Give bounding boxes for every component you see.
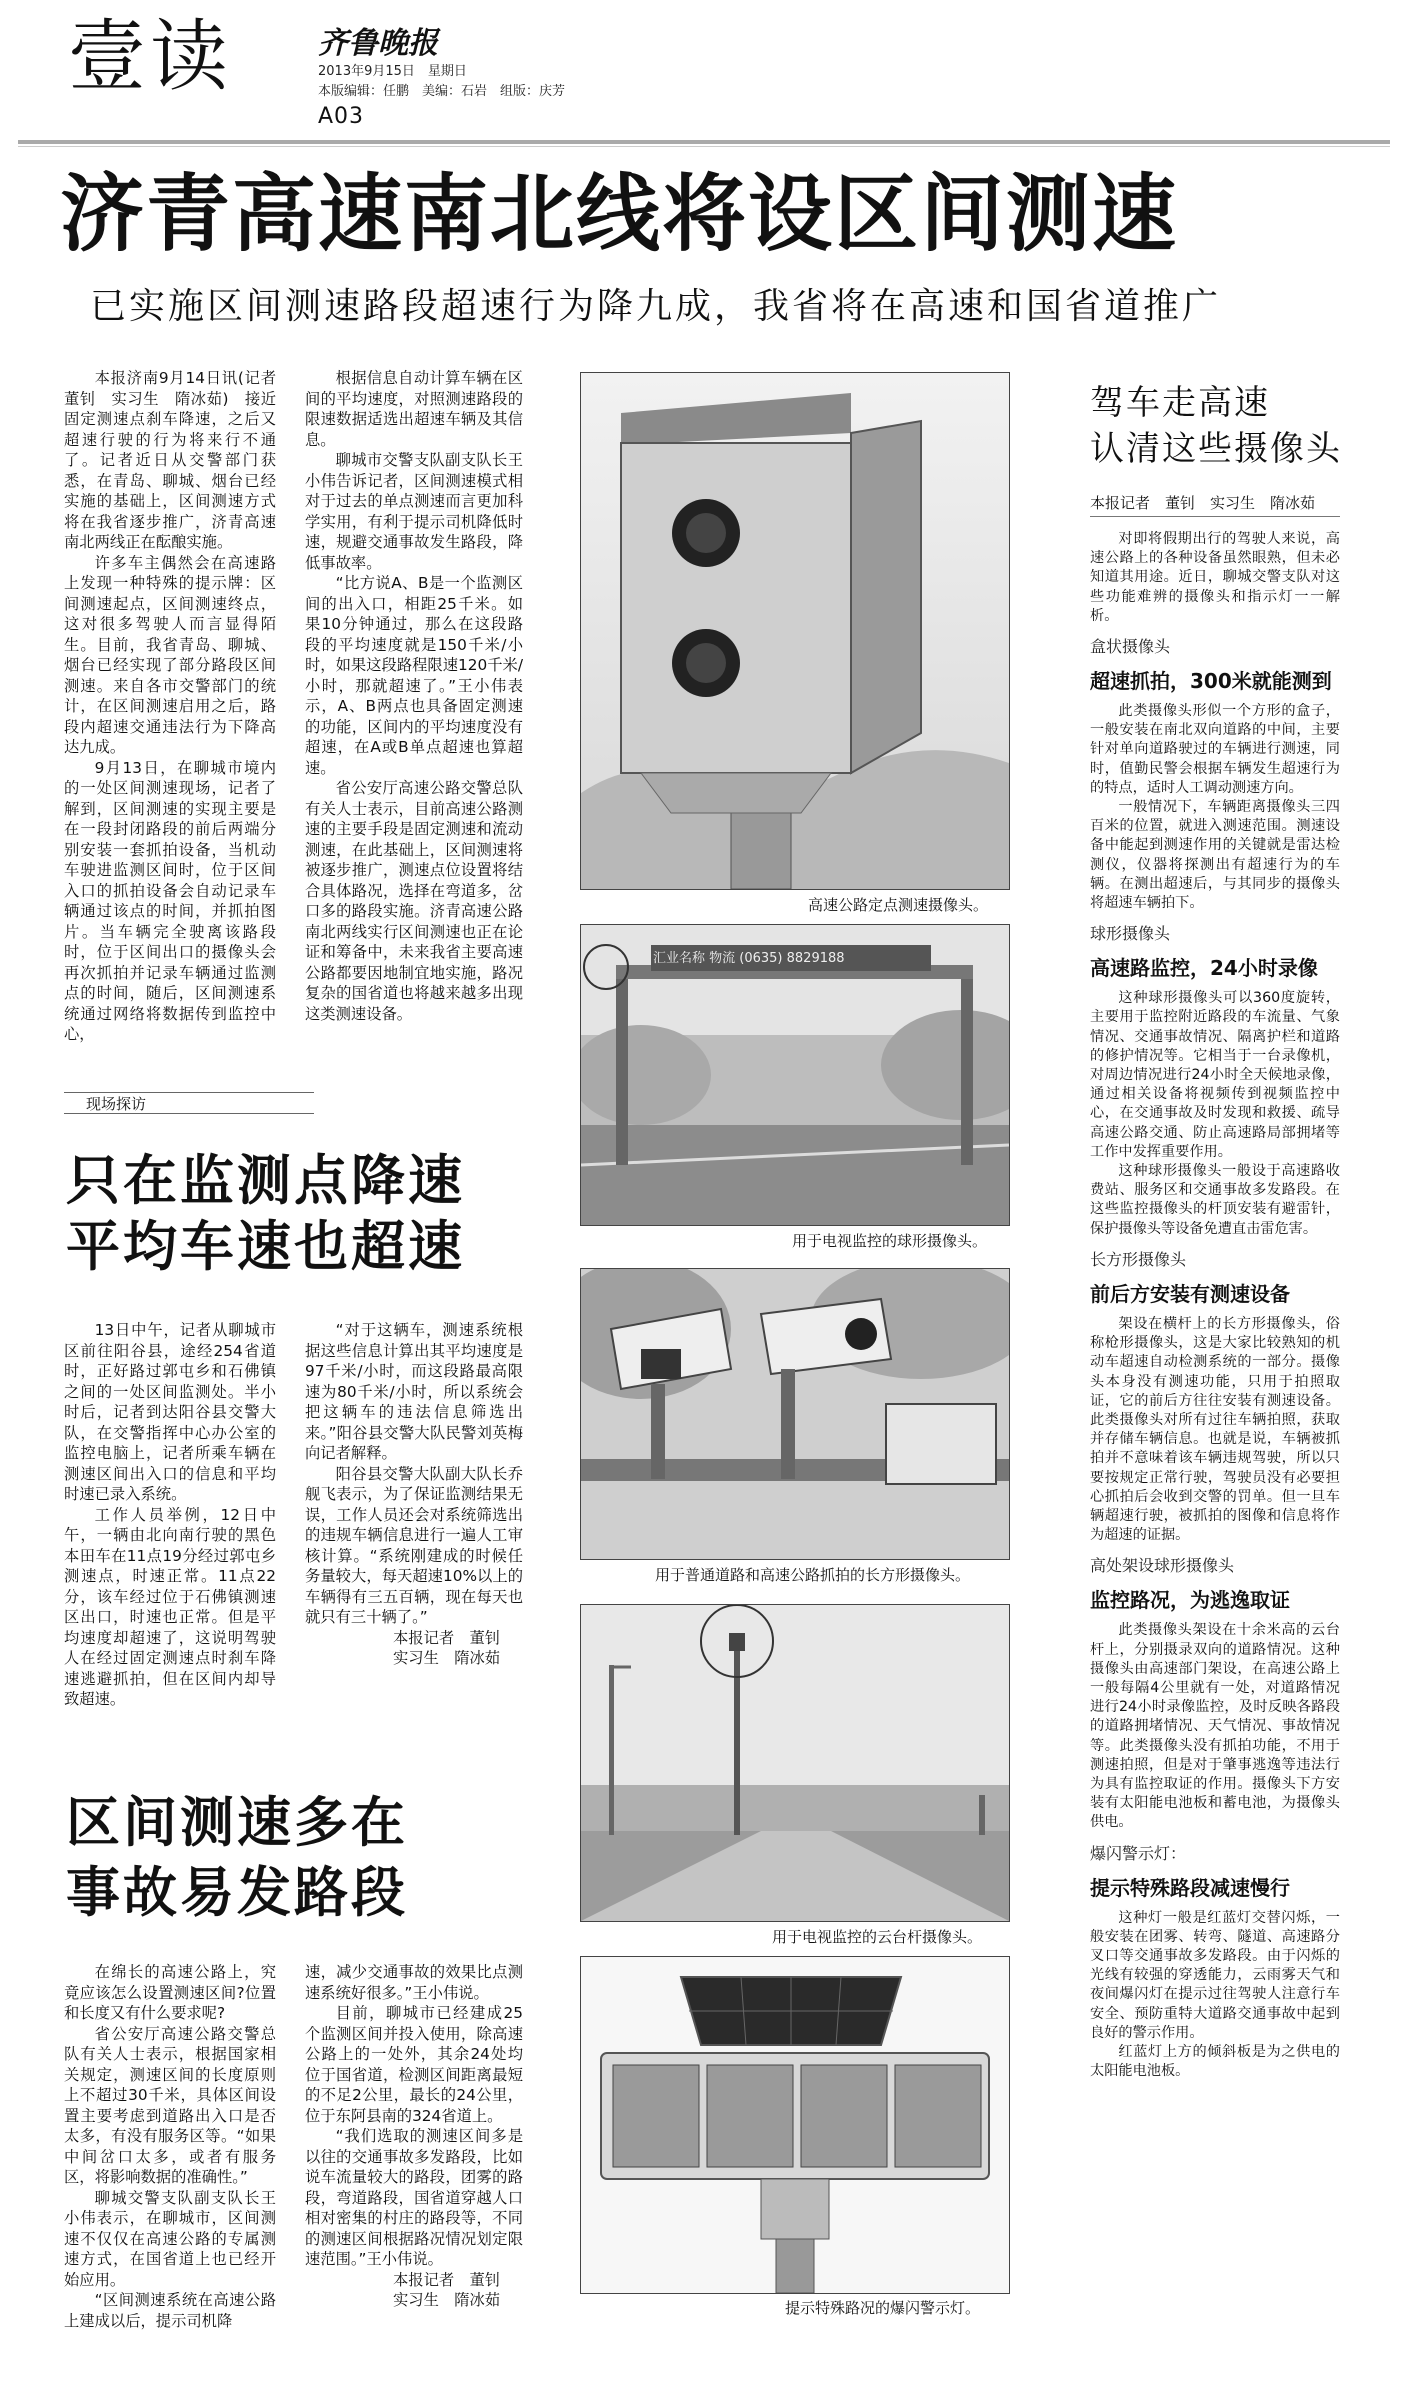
section2-title-line1: 只在监测点降速 <box>66 1149 465 1212</box>
sidebar-item-text <box>1090 989 1340 1239</box>
section-label: 现场探访 <box>64 1092 314 1114</box>
byline-intern: 实习生 隋冰茹 <box>393 1649 501 1667</box>
section3-title-line1: 区间测速多在 <box>66 1791 408 1854</box>
sidebar-item-type: 长方形摄像头 <box>1090 1249 1187 1269</box>
section2-column-1 <box>64 1320 276 1710</box>
caption-rectangular-camera: 用于普通道路和高速公路抓拍的长方形摄像头。 <box>655 1566 971 1584</box>
paragraph: 在绵长的高速公路上，究竟应该怎么设置测速区间?位置和长度又有什么要求呢? <box>64 1963 276 2022</box>
page-number: A03 <box>318 104 365 129</box>
paragraph: 工作人员举例，12日中午，一辆由北向南行驶的黑色本田车在11点19分经过郭屯乡测速点，时速正常。11点22分，该车经过位于石佛镇测速区出口，时速也正常。但是平均速度却超速了，这说明驾驶人在经过固定测速点时刹车降速逃避抓拍，但在区间内却导致超速。 <box>64 1505 276 1708</box>
sidebar-title <box>1090 380 1342 472</box>
editors-line: 本版编辑：任鹏 美编：石岩 组版：庆芳 <box>318 84 566 99</box>
paragraph: 这种球形摄像头可以360度旋转，主要用于监控附近路段的车流量、气象情况、交通事故情况、隔离护栏和道路的修护情况等。它相当于一台录像机，对周边情况进行24小时全天候地录像，通过相关设备将视频传到视频监控中心，在交通事故及时发现和救援、疏导高速公路交通、防止高速路局部拥堵等工作中发挥重要作用。 <box>1090 990 1340 1160</box>
paragraph: 本报济南9月14日讯(记者 董钊 实习生 隋冰茹) 接近固定测速点刹车降速，之后又超速行驶的行为将来行不通了。记者近日从交警部门获悉，在青岛、聊城、烟台已经实施的基础上，区间测速方式将在我省逐步推广，济青高速南北两线正在酝酿实施。 <box>64 369 292 551</box>
photo-box-camera <box>580 372 1010 890</box>
photo-pole-camera <box>580 1604 1010 1922</box>
paragraph: 这种球形摄像头一般设于高速路收费站、服务区和交通事故多发路段。在这些监控摄像头的杆顶安装有避雷针，保护摄像头等设备免遭直击雷危害。 <box>1090 1163 1340 1237</box>
paragraph: 这种灯一般是红蓝灯交替闪烁，一般安装在团雾、转弯、隧道、高速路分叉口等交通事故多发路段。由于闪烁的光线有较强的穿透能力，云雨雾天气和夜间爆闪灯在提示过往驾驶人注意行车安全、预防重特大道路交通事故中起到良好的警示作用。 <box>1090 1909 1340 2041</box>
paragraph: 9月13日，在聊城市境内的一处区间测速现场，记者了解到，区间测速的实现主要是在一段封闭路段的前后两端分别安装一套抓拍设备，当机动车驶进监测区间时，位于区间入口的抓拍设备会自动记录车辆通过该点的时间，并抓拍图片。当车辆完全驶离该路段时，位于区间出口的摄像头会再次抓拍并记录车辆通过监测点的时间，随后，区间测速系统通过网络将数据传到监控中心， <box>64 758 276 1043</box>
paragraph: 速，减少交通事故的效果比点测速系统好很多。”王小伟说。 <box>305 1963 523 2002</box>
caption-pole-camera: 用于电视监控的云台杆摄像头。 <box>772 1928 983 1946</box>
paragraph: 此类摄像头形似一个方形的盒子，一般安装在南北双向道路的中间，主要针对单向道路驶过的车辆进行测速，同时，值勤民警会根据车辆发生超速行为的特点，适时人工调动测速方向。 <box>1090 703 1340 796</box>
byline <box>305 1628 523 1669</box>
sub-headline: 已实施区间测速路段超速行为降九成，我省将在高速和国省道推广 <box>90 286 1222 327</box>
lead-column-1 <box>64 368 292 1045</box>
sidebar-divider <box>1090 516 1340 517</box>
photo-rectangular-camera <box>580 1268 1010 1560</box>
section2-title-line2: 平均车速也超速 <box>66 1215 465 1278</box>
paragraph: 对即将假期出行的驾驶人来说，高速公路上的各种设备虽然眼熟，但未必知道其用途。近日，聊城交警支队对这些功能难辨的摄像头和指示灯一一解析。 <box>1090 531 1340 624</box>
paragraph: 红蓝灯上方的倾斜板是为之供电的太阳能电池板。 <box>1090 2043 1340 2080</box>
photo-dome-camera <box>580 924 1010 1226</box>
sidebar-item-text <box>1090 1621 1340 1832</box>
paragraph: 一般情况下，车辆距离摄像头三四百米的位置，就进入测速范围。测速设备中能起到测速作用的关键就是雷达检测仪，仪器将探测出有超速行为的车辆。在测出超速后，与其同步的摄像头将超速车辆拍下。 <box>1090 799 1340 912</box>
paragraph: 此类摄像头架设在十余米高的云台杆上，分别摄录双向的道路情况。这种摄像头由高速部门架设，在高速公路上一般每隔4公里就有一处，对道路情况进行24小时录像监控，及时反映各路段的道路拥堵情况、天气情况、事故情况等。此类摄像头没有抓拍功能，不用于测速拍照，但是对于肇事逃逸等违法行为具有监控取证的作用。摄像头下方安装有太阳能电池板和蓄电池，为摄像头供电。 <box>1090 1622 1340 1831</box>
sidebar-item-headline: 前后方安装有测速设备 <box>1090 1281 1290 1306</box>
byline-intern: 实习生 隋冰茹 <box>393 2291 501 2309</box>
sidebar-item-type: 球形摄像头 <box>1090 924 1171 944</box>
sidebar-item-type: 高处架设球形摄像头 <box>1090 1556 1235 1576</box>
dome-camera-illustration <box>581 925 1009 1225</box>
sidebar-intro <box>1090 530 1340 626</box>
rectangular-camera-illustration <box>581 1269 1009 1559</box>
section2-column-2 <box>305 1320 523 1669</box>
paragraph: “对于这辆车，测速系统根据这些信息计算出其平均速度是97千米/小时，而这段路最高限速为80千米/小时，所以系统会把这辆车的违法信息筛选出来。”阳谷县交警大队民警刘英梅向记者解释。 <box>305 1321 523 1462</box>
sidebar-item-headline: 监控路况，为逃逸取证 <box>1090 1588 1290 1613</box>
sidebar-item-headline: 超速抓拍，300米就能测到 <box>1090 669 1332 694</box>
date-line: 2013年9月15日 星期日 <box>318 64 467 79</box>
sidebar-title-line1: 驾车走高速 <box>1090 383 1270 423</box>
paragraph: 13日中午，记者从聊城市区前往阳谷县，途经254省道时，正好路过郭屯乡和石佛镇之间的一处区间监测处。半小时后，记者到达阳谷县交警大队，在交警指挥中心办公室的监控电脑上，记者所乘车辆在测速区间出入口的信息和平均时速已录入系统。 <box>64 1321 276 1503</box>
paragraph: 目前，聊城市已经建成25个监测区间并投入使用，除高速公路上的一处外，其余24处均位于国省道，检测区间距离最短的不足2公里，最长的24公里，位于东阿县南的324省道上。 <box>305 2004 523 2125</box>
pole-camera-illustration <box>581 1605 1009 1921</box>
byline <box>305 2270 523 2311</box>
section3-column-1 <box>64 1962 276 2331</box>
caption-flash-light: 提示特殊路况的爆闪警示灯。 <box>785 2299 981 2317</box>
lead-column-2 <box>305 368 523 1024</box>
sidebar-title-line2: 认清这些摄像头 <box>1090 429 1342 469</box>
byline-reporter: 本报记者 董钊 <box>393 2270 501 2289</box>
sidebar-item-headline: 高速路监控，24小时录像 <box>1090 956 1318 981</box>
masthead-rule <box>18 140 1390 144</box>
caption-dome-camera: 用于电视监控的球形摄像头。 <box>792 1232 988 1250</box>
paragraph: “我们选取的测速区间多是以往的交通事故多发路段，比如说车流量较大的路段，团雾的路段，弯道路段，国省道穿越人口相对密集的村庄的路段等，不同的测速区间根据路况情况划定限速范围。”王小伟说。 <box>305 2127 523 2268</box>
section3-title-line2: 事故易发路段 <box>66 1861 408 1924</box>
paragraph: 聊城市交警支队副支队长王小伟告诉记者，区间测速模式相对于过去的单点测速而言更加科学实用，有利于提示司机降低时速，规避交通事故发生路段，降低事故率。 <box>305 451 523 572</box>
sidebar-item-text <box>1090 702 1340 913</box>
caption-box-camera: 高速公路定点测速摄像头。 <box>808 896 989 914</box>
sidebar-item-type: 爆闪警示灯： <box>1090 1843 1187 1863</box>
box-camera-illustration <box>581 373 1009 889</box>
paragraph: 架设在横杆上的长方形摄像头，俗称枪形摄像头，这是大家比较熟知的机动车超速自动检测系统的一部分。摄像头本身没有测速功能，只用于拍照取证，它的前后方往往安装有测速设备。此类摄像头对所有过往车辆拍照，获取并存储车辆信息。也就是说，车辆被抓拍并不意味着该车辆违规驾驶，所以只要按规定正常行驶，驾驶员没有必要担心抓拍后会收到交警的罚单。但一旦车辆超速行驶，被抓拍的图像和信息将作为超速的证据。 <box>1090 1315 1340 1544</box>
paragraph: “比方说A、B是一个监测区间的出入口，相距25千米。如果10分钟通过，那么在这段路段的平均速度就是150千米/小时，如果这段路程限速120千米/小时，那就超速了。”王小伟表示，A、B两点也具备固定测速的功能，区间内的平均速度没有超速，在A或B单点超速也算超速。 <box>305 574 523 777</box>
newspaper-name: 齐鲁晚报 <box>318 26 438 61</box>
sidebar-item-text <box>1090 1909 1340 2082</box>
sidebar-body <box>1090 530 1340 2081</box>
paragraph: 省公安厅高速公路交警总队有关人士表示，目前高速公路测速的主要手段是固定测速和流动测速，在此基础上，区间测速将被逐步推广，测速点位设置将结合具体路况，选择在弯道多，岔口多的路段实施。济青高速公路南北两线实行区间测速也正在论证和筹备中，未来我省主要高速公路都要因地制宜地实施，路况复杂的国省道也将越来越多出现这类测速设备。 <box>305 779 523 1023</box>
sidebar-item-headline: 提示特殊路段减速慢行 <box>1090 1875 1290 1900</box>
paragraph: “区间测速系统在高速公路上建成以后，提示司机降 <box>64 2291 276 2330</box>
masthead-rule-thin <box>18 146 1390 147</box>
section3-column-2 <box>305 1962 523 2311</box>
sidebar-byline: 本报记者 董钊 实习生 隋冰茹 <box>1090 494 1316 512</box>
section-title: 壹读 <box>68 12 233 102</box>
sidebar-item-text <box>1090 1315 1340 1545</box>
sidebar-item-type: 盒状摄像头 <box>1090 637 1171 657</box>
byline-reporter: 本报记者 董钊 <box>393 1628 501 1647</box>
paragraph: 根据信息自动计算车辆在区间的平均速度，对照测速路段的限速数据适选出超速车辆及其信息。 <box>305 369 523 449</box>
paragraph: 省公安厅高速公路交警总队有关人士表示，根据国家相关规定，测速区间的长度原则上不超过30千米，具体区间设置主要考虑到道路出入口是否太多，有没有服务区等。“如果中间岔口太多，或者有服务区，将影响数据的准确性。” <box>64 2024 276 2186</box>
paragraph: 聊城交警支队副支队长王小伟表示，在聊城市，区间测速不仅仅在高速公路的专属测速方式，在国省道上也已经开始应用。 <box>64 2188 276 2289</box>
paragraph: 许多车主偶然会在高速路上发现一种特殊的提示牌：区间测速起点，区间测速终点，这对很多驾驶人而言显得陌生。目前，我省青岛、聊城、烟台已经实现了部分路段区间测速。来自各市交警部门的统计，在区间测速启用之后，路段内超速交通违法行为下降高达九成。 <box>64 553 276 756</box>
gantry-sign-text: 汇业名称 物流 (0635) 8829188 <box>653 951 845 966</box>
flash-light-illustration <box>581 1957 1009 2293</box>
photo-flash-light <box>580 1956 1010 2294</box>
main-headline: 济青高速南北线将设区间测速 <box>60 165 1179 263</box>
paragraph: 阳谷县交警大队副大队长乔舰飞表示，为了保证监测结果无误，工作人员还会对系统筛选出的违规车辆信息进行一遍人工审核计算。“系统刚建成的时候任务量较大，每天超速10%以上的车辆得有三五百辆，现在每天也就只有三十辆了。” <box>305 1464 523 1626</box>
